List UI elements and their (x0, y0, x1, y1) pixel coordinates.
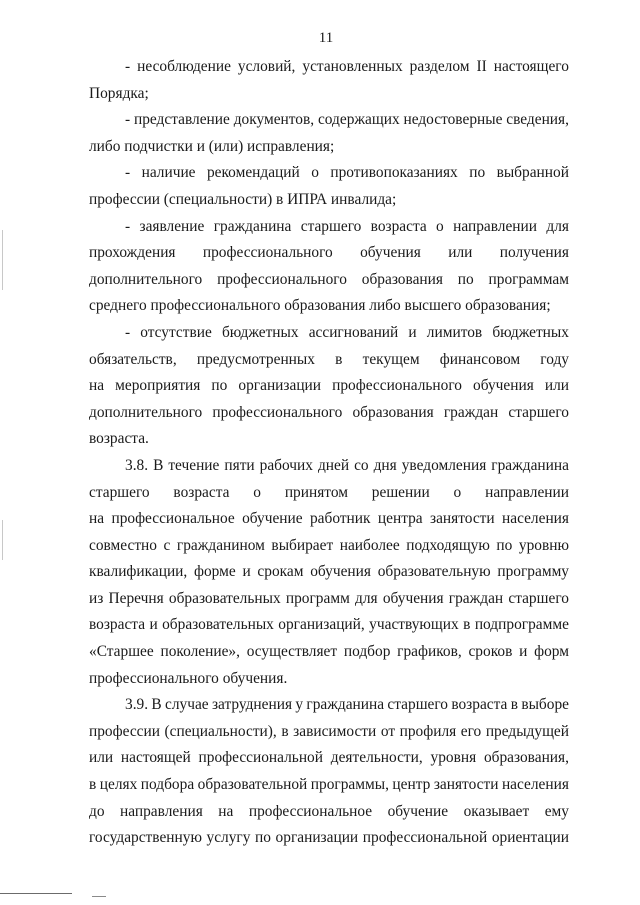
text-line: государственную услугу по организации профессиональной ориентации (89, 829, 569, 847)
text-line: профессии (специальности), в зависимости от профиля его предыдущей (89, 722, 569, 740)
text-line: Порядка; (89, 84, 149, 102)
text-line: из Перечня образовательных программ для обучения граждан старшего (89, 589, 569, 607)
text-line: обязательств, предусмотренных в текущем финансовом году (89, 350, 569, 368)
text-line: «Старшее поколение», осуществляет подбор графиков, сроков и форм (89, 643, 569, 661)
page-number: 11 (318, 30, 334, 46)
text-line: старшего возраста о принятом решении о направлении (89, 483, 569, 501)
text-line: 3.8. В течение пяти рабочих дней со дня уведомления гражданина (125, 456, 569, 474)
document-body (89, 54, 569, 852)
text-line: прохождения профессионального обучения или получения (89, 244, 569, 262)
text-line: профессионального обучения. (89, 669, 288, 687)
text-line: - заявление гражданина старшего возраста о направлении для (125, 217, 569, 235)
text-line: возраста и образовательных организаций, участвующих в подпрограмме (89, 616, 569, 634)
bottom-rule-short (92, 896, 106, 897)
text-line: до направления на профессиональное обучение оказывает ему (89, 802, 569, 820)
text-line: квалификации, форме и срокам обучения образовательную программу (89, 563, 569, 581)
text-line: - отсутствие бюджетных ассигнований и лимитов бюджетных (125, 323, 569, 341)
text-line: среднего профессионального образования либо высшего образования; (89, 297, 551, 315)
text-line: - наличие рекомендаций о противопоказаниях по выбранной (125, 164, 569, 182)
text-line: совместно с гражданином выбирает наиболее подходящую по уровню (89, 536, 569, 554)
text-line: в целях подбора образовательной программы, центр занятости населения (89, 776, 569, 794)
text-line: или настоящей профессиональной деятельности, уровня образования, (89, 749, 569, 767)
text-line: 3.9. В случае затруднения у гражданина старшего возраста в выборе (125, 696, 569, 714)
text-line: на мероприятия по организации профессионального обучения или (89, 377, 569, 395)
text-line: на профессиональное обучение работник центра занятости населения (89, 510, 569, 528)
text-line: возраста. (89, 430, 149, 448)
scan-edge-mark (2, 230, 3, 290)
scan-edge-mark (2, 520, 3, 560)
bottom-rule (0, 893, 72, 894)
text-line: - несоблюдение условий, установленных разделом II настоящего (125, 58, 569, 75)
text-line: - представление документов, содержащих недостоверные сведения, (125, 111, 569, 129)
text-line: либо подчистки и (или) исправления; (89, 137, 335, 155)
text-line: профессии (специальности) в ИПРА инвалида; (89, 190, 397, 208)
text-line: дополнительного профессионального образования граждан старшего (89, 403, 569, 421)
text-line: дополнительного профессионального образования по программам (89, 270, 569, 288)
